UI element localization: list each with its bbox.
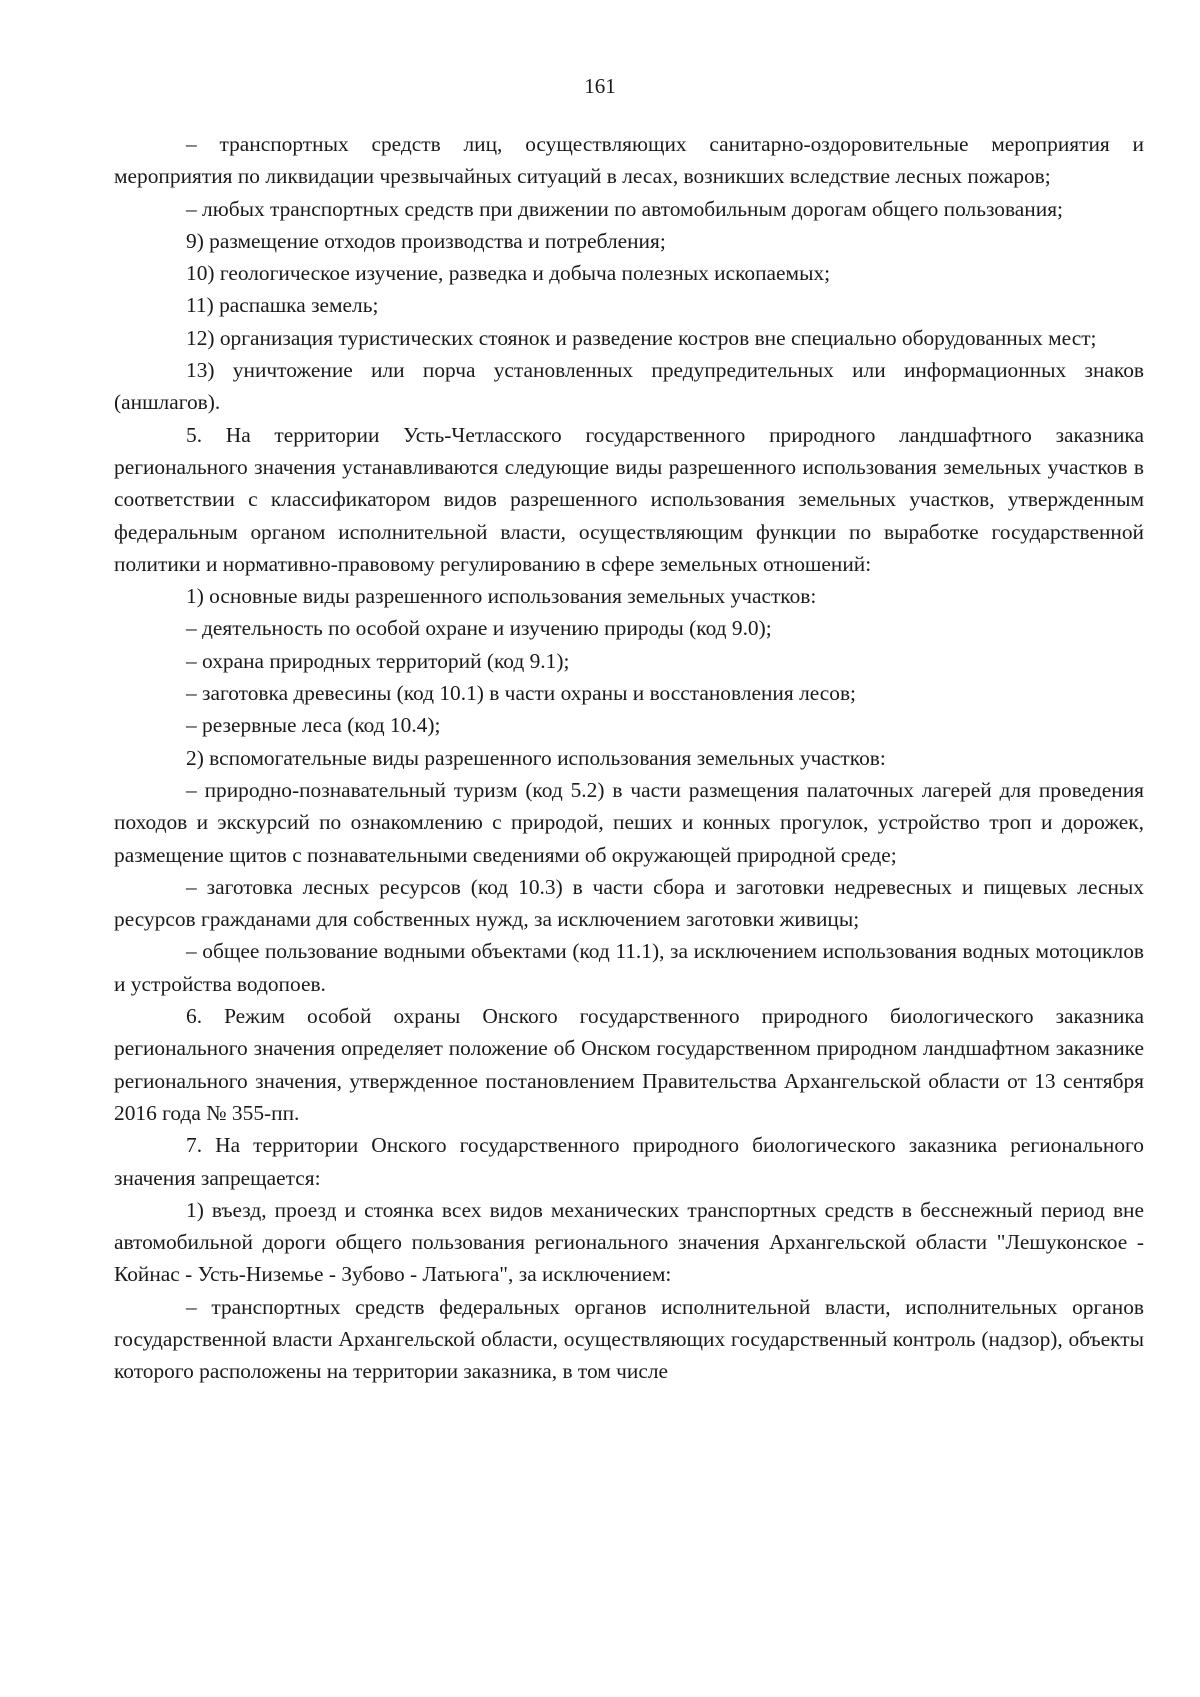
paragraph: – заготовка лесных ресурсов (код 10.3) в части сбора и заготовки недревесных и пищевых лесных ресурсов гражданами для собственных нужд, за исключением заготовки живицы; — [114, 874, 1144, 932]
paragraph: 13) уничтожение или порча установленных предупредительных или информационных знаков (аншлагов). — [114, 358, 1144, 415]
paragraph: 7. На территории Онского государственного природного биологического заказника регионального значения запрещается: — [114, 1133, 1144, 1190]
paragraph: – общее пользование водными объектами (код 11.1), за исключением использования водных мотоциклов и устройства водопоев. — [114, 939, 1144, 996]
paragraph: – охрана природных территорий (код 9.1); — [186, 648, 570, 673]
paragraph: 6. Режим особой охраны Онского государственного природного биологического заказника регионального значения определяет положение об Онском государственном природном ландшафтном заказнике регионального значения, утвержденное постановлением Правительства Архангельской области от 13 сентября 2016 года № 355-пп. — [114, 1004, 1144, 1125]
paragraph: 5. На территории Усть-Четласского государственного природного ландшафтного заказника регионального значения устанавливаются следующие виды разрешенного использования земельных участков в соответствии с классификатором видов разрешенного использования земельных участков, утвержденным федеральным органом исполнительной власти, осуществляющим функции по выработке государственной политики и нормативно-правовому регулированию в сфере земельных отношений: — [114, 422, 1144, 576]
paragraph: – деятельность по особой охране и изучению природы (код 9.0); — [186, 616, 772, 641]
paragraph: 10) геологическое изучение, разведка и добыча полезных ископаемых; — [186, 261, 831, 286]
paragraph: – любых транспортных средств при движении по автомобильным дорогам общего пользования; — [186, 196, 1063, 221]
paragraph: 1) въезд, проезд и стоянка всех видов механических транспортных средств в бесснежный период вне автомобильной дороги общего пользования регионального значения Архангельской области "Лешуконское - Койнас - Усть-Низемье - Зубово - Латьюга", за исключением: — [114, 1197, 1144, 1287]
paragraph: – заготовка древесины (код 10.1) в части охраны и восстановления лесов; — [186, 681, 857, 706]
paragraph: 12) организация туристических стоянок и разведение костров вне специально оборудованных мест; — [186, 325, 1097, 350]
page-number: 161 — [584, 74, 616, 98]
paragraph: – транспортных средств лиц, осуществляющих санитарно-оздоровительные мероприятия и мероприятия по ликвидации чрезвычайных ситуаций в лесах, возникших вследствие лесных пожаров; — [114, 132, 1144, 189]
paragraph: – природно-познавательный туризм (код 5.2) в части размещения палаточных лагерей для проведения походов и экскурсий по ознакомлению с природой, пеших и конных прогулок, устройство троп и дорожек, размещение щитов с познавательными сведениями об окружающей природной среде; — [114, 777, 1144, 867]
paragraph: – резервные леса (код 10.4); — [186, 713, 441, 738]
paragraph: 2) вспомогательные виды разрешенного использования земельных участков: — [186, 745, 886, 770]
paragraph: 11) распашка земель; — [186, 293, 379, 318]
paragraph: – транспортных средств федеральных органов исполнительной власти, исполнительных органов государственной власти Архангельской области, осуществляющих государственный контроль (надзор), объекты которого расположены на территории заказника, в том числе — [114, 1294, 1144, 1384]
paragraph: 9) размещение отходов производства и потребления; — [186, 228, 666, 253]
paragraph: 1) основные виды разрешенного использования земельных участков: — [186, 584, 817, 609]
document-body — [114, 128, 1144, 1388]
